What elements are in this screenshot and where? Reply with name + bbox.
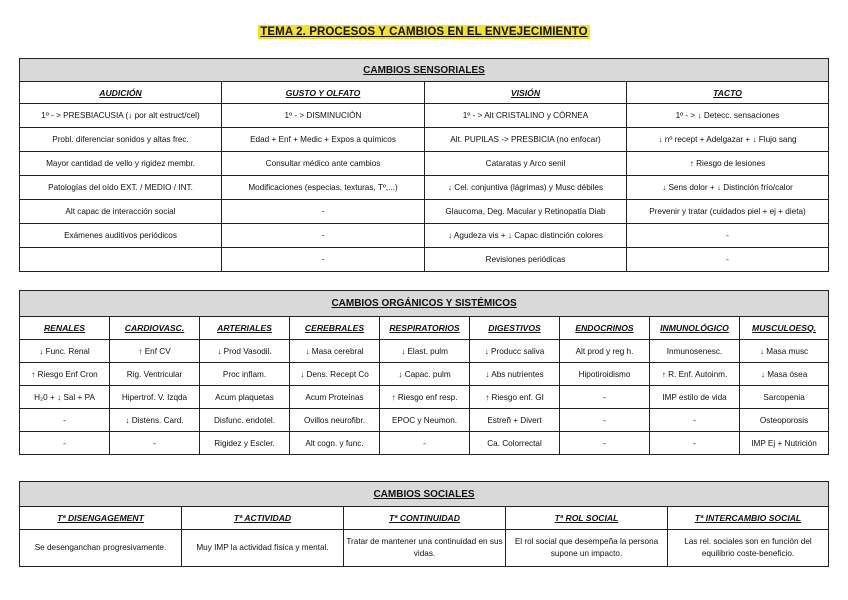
- table-row: [20, 340, 829, 363]
- column-header-cardiovasc: CARDIOVASC.: [110, 317, 200, 340]
- table-cell: ↓ Masa musc: [740, 340, 829, 363]
- table-cell: Tratar de mantener una continuidad en sus vidas.: [344, 530, 506, 567]
- table-cell: EPOC y Neumon.: [380, 409, 470, 432]
- table-cell: ↑ Riesgo enf resp.: [380, 386, 470, 409]
- table-cell: Glaucoma, Deg. Macular y Retinopatía Diab: [425, 200, 627, 224]
- table-cell: ↓ Masa cerebral: [290, 340, 380, 363]
- table-cell: ↑ Riesgo enf. GI: [470, 386, 560, 409]
- column-header-tacto: TACTO: [627, 82, 829, 104]
- column-header-endocrinos: ENDOCRINOS: [560, 317, 650, 340]
- sensory-changes-table: [19, 58, 829, 272]
- column-header-vision: VISIÓN: [425, 82, 627, 104]
- table-cell: -: [20, 409, 110, 432]
- table-cell: ↑ Enf CV: [110, 340, 200, 363]
- table-cell: Rig. Ventricular: [110, 363, 200, 386]
- sensory-table-header: CAMBIOS SENSORIALES: [20, 59, 829, 82]
- table-cell: -: [650, 432, 740, 455]
- table-cell: 1º - > ↓ Detecc. sensaciones: [627, 104, 829, 128]
- table-row: [20, 432, 829, 455]
- column-header-respiratorios: RESPIRATORIOS: [380, 317, 470, 340]
- table-cell: [20, 248, 222, 272]
- table-cell: ↓ Agudeza vis + ↓ Capac distinción colores: [425, 224, 627, 248]
- table-cell: ↓ Producc saliva: [470, 340, 560, 363]
- table-row: [20, 248, 829, 272]
- table-cell: Las rel. sociales son en función del equilibrio coste-beneficio.: [668, 530, 829, 567]
- table-cell: Patologías del oído EXT. / MEDIO / INT.: [20, 176, 222, 200]
- column-header-rol-social: Tª ROL SOCIAL: [506, 507, 668, 530]
- table-cell: Alt capac de interacción social: [20, 200, 222, 224]
- table-cell: -: [380, 432, 470, 455]
- social-table-header: CAMBIOS SOCIALES: [20, 482, 829, 507]
- document-title-wrapper: [0, 22, 848, 40]
- table-cell: -: [627, 224, 829, 248]
- table-cell: Alt. PUPILAS -> PRESBICIA (no enfocar): [425, 128, 627, 152]
- table-cell: Edad + Enf + Medic + Expos a químicos: [222, 128, 425, 152]
- table-cell: -: [560, 386, 650, 409]
- column-header-digestivos: DIGESTIVOS: [470, 317, 560, 340]
- table-row: [20, 363, 829, 386]
- table-cell: 1º - > PRESBIACUSIA (↓ por alt estruct/cel): [20, 104, 222, 128]
- table-cell: Hipertrof. V. Izqda: [110, 386, 200, 409]
- table-cell: Se desenganchan progresivamente.: [20, 530, 182, 567]
- column-header-arteriales: ARTERIALES: [200, 317, 290, 340]
- table-cell: El rol social que desempeña la persona supone un impacto.: [506, 530, 668, 567]
- column-header-musculoesq: MUSCULOESQ.: [740, 317, 829, 340]
- table-cell: Estreñ + Divert: [470, 409, 560, 432]
- table-cell: Modificaciones (especias, texturas, Tº,...): [222, 176, 425, 200]
- table-cell: Exámenes auditivos periódicos: [20, 224, 222, 248]
- column-header-cerebrales: CEREBRALES: [290, 317, 380, 340]
- table-cell: -: [560, 409, 650, 432]
- table-row: [20, 152, 829, 176]
- table-cell: H₂0 + ↓ Sal + PA: [20, 386, 110, 409]
- table-cell: Sarcopenia: [740, 386, 829, 409]
- table-cell: ↓ Dens. Recept Co: [290, 363, 380, 386]
- table-cell: ↓ Masa ósea: [740, 363, 829, 386]
- table-cell: Acum Proteínas: [290, 386, 380, 409]
- column-header-renales: RENALES: [20, 317, 110, 340]
- table-cell: ↓ Capac. pulm: [380, 363, 470, 386]
- table-cell: ↓ Abs nutrientes: [470, 363, 560, 386]
- table-cell: 1º - > Alt CRISTALINO y CÓRNEA: [425, 104, 627, 128]
- column-header-actividad: Tª ACTIVIDAD: [182, 507, 344, 530]
- table-cell: Consultar médico ante cambios: [222, 152, 425, 176]
- table-cell: -: [222, 200, 425, 224]
- table-cell: ↓ Sens dolor + ↓ Distinción frío/calor: [627, 176, 829, 200]
- table-row: [20, 409, 829, 432]
- table-cell: 1º - > DISMINUCIÓN: [222, 104, 425, 128]
- table-cell: Acum plaquetas: [200, 386, 290, 409]
- table-cell: ↓ Prod Vasodil.: [200, 340, 290, 363]
- table-cell: -: [222, 248, 425, 272]
- table-cell: Probl. diferenciar sonidos y altas frec.: [20, 128, 222, 152]
- table-cell: Prevenir y tratar (cuidados piel + ej + dieta): [627, 200, 829, 224]
- table-row: [20, 200, 829, 224]
- table-cell: IMP estilo de vida: [650, 386, 740, 409]
- document-title: TEMA 2. PROCESOS Y CAMBIOS EN EL ENVEJECIMIENTO: [260, 26, 588, 38]
- table-cell: -: [560, 432, 650, 455]
- organic-changes-table: [19, 290, 829, 455]
- table-cell: ↑ R. Enf. Autoinm.: [650, 363, 740, 386]
- column-header-disengagement: Tª DISENGAGEMENT: [20, 507, 182, 530]
- column-header-continuidad: Tª CONTINUIDAD: [344, 507, 506, 530]
- table-row: [20, 530, 829, 567]
- table-cell: Cataratas y Arco senil: [425, 152, 627, 176]
- table-cell: ↓ Distens. Card.: [110, 409, 200, 432]
- organic-table-header: CAMBIOS ORGÁNICOS Y SISTÉMICOS: [20, 291, 829, 317]
- table-cell: ↓ nº recept + Adelgazar + ↓ Flujo sang: [627, 128, 829, 152]
- table-cell: -: [627, 248, 829, 272]
- column-header-intercambio-social: Tª INTERCAMBIO SOCIAL: [668, 507, 829, 530]
- table-cell: ↓ Cel. conjuntiva (lágrimas) y Musc débiles: [425, 176, 627, 200]
- social-changes-table: [19, 481, 829, 567]
- table-cell: Muy IMP la actividad física y mental.: [182, 530, 344, 567]
- column-header-inmunologico: INMUNOLÓGICO: [650, 317, 740, 340]
- table-cell: -: [650, 409, 740, 432]
- table-cell: -: [110, 432, 200, 455]
- table-cell: ↓ Elast. pulm: [380, 340, 470, 363]
- table-cell: Proc inflam.: [200, 363, 290, 386]
- table-cell: ↓ Func. Renal: [20, 340, 110, 363]
- column-header-gusto-olfato: GUSTO Y OLFATO: [222, 82, 425, 104]
- table-cell: Osteoporosis: [740, 409, 829, 432]
- table-cell: ↑ Riesgo Enf Cron: [20, 363, 110, 386]
- table-cell: IMP Ej + Nutrición: [740, 432, 829, 455]
- table-cell: -: [20, 432, 110, 455]
- table-row: [20, 128, 829, 152]
- table-cell: ↑ Riesgo de lesiones: [627, 152, 829, 176]
- table-cell: Inmunosenesc.: [650, 340, 740, 363]
- table-cell: Ovillos neurofibr.: [290, 409, 380, 432]
- table-cell: -: [222, 224, 425, 248]
- table-cell: Disfunc. endotel.: [200, 409, 290, 432]
- table-row: [20, 224, 829, 248]
- column-header-audicion: AUDICIÓN: [20, 82, 222, 104]
- table-row: [20, 386, 829, 409]
- table-cell: Rigidez y Escler.: [200, 432, 290, 455]
- table-cell: Mayor cantidad de vello y rigidez membr.: [20, 152, 222, 176]
- table-row: [20, 104, 829, 128]
- table-cell: Alt prod y reg h.: [560, 340, 650, 363]
- table-row: [20, 176, 829, 200]
- table-cell: Ca. Colorrectal: [470, 432, 560, 455]
- table-cell: Revisiones periódicas: [425, 248, 627, 272]
- table-cell: Alt cogn. y func.: [290, 432, 380, 455]
- table-cell: Hipotiroidismo: [560, 363, 650, 386]
